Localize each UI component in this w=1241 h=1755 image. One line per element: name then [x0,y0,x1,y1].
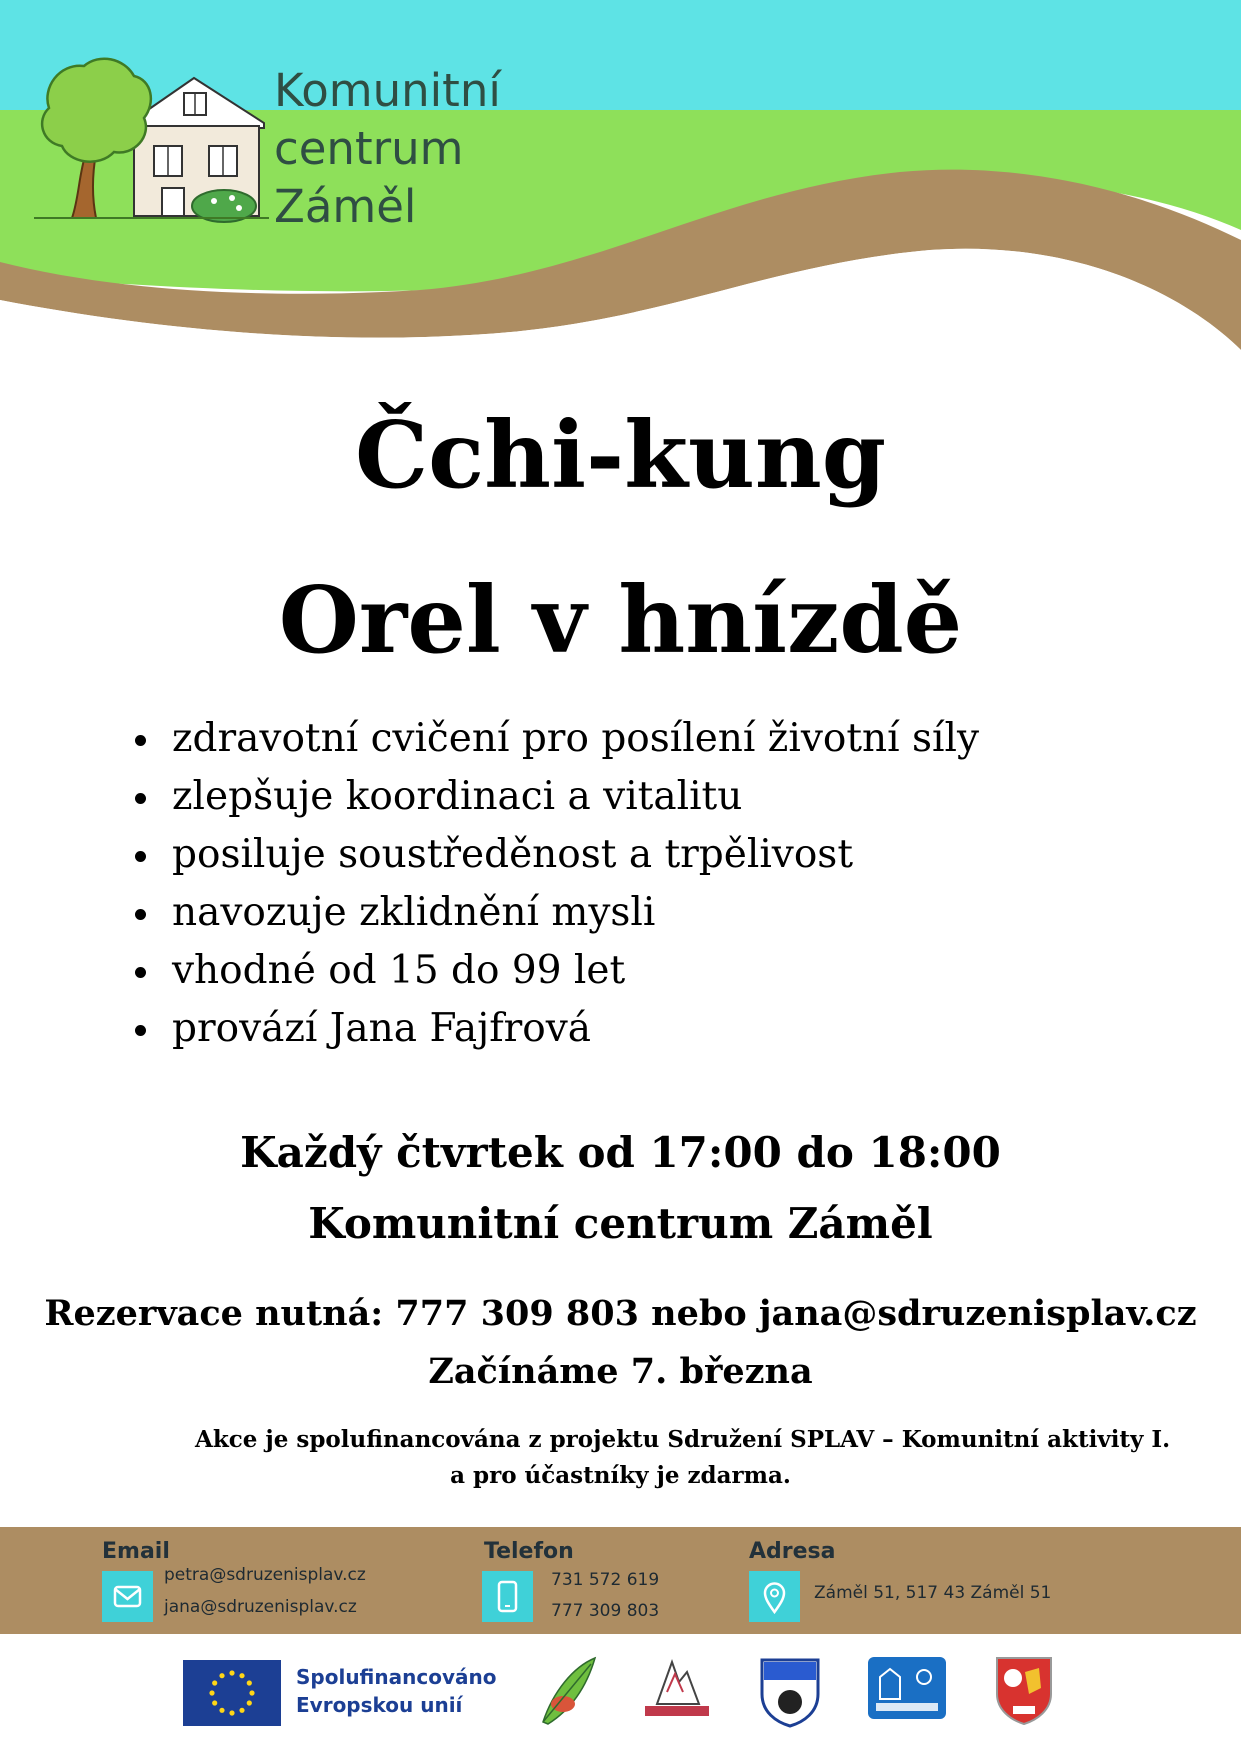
logo-line-1: Komunitní [274,64,501,117]
logo-line-2: centrum [274,122,464,175]
mail-icon [102,1571,153,1622]
feature-text: zlepšuje koordinaci a vitalitu [172,774,743,819]
house-tree-logo [34,48,274,223]
feature-text: zdravotní cvičení pro posílení životní síly [172,716,979,761]
email-value-2[interactable]: jana@sdruzenisplav.cz [164,1597,357,1617]
organization-logo-text [274,62,501,236]
bullet-icon [135,967,146,978]
location-pin-icon [749,1571,800,1622]
funding-note-line-2: a pro účastníky je zdarma. [450,1462,791,1489]
feature-text: provází Jana Fajfrová [172,1006,592,1051]
schedule-time: Každý čtvrtek od 17:00 do 18:00 [240,1128,1001,1177]
start-date: Začínáme 7. března [428,1351,813,1392]
list-item [130,1000,979,1058]
jednota-logo-icon [637,1652,717,1724]
feature-text: posiluje soustředěnost a trpělivost [172,832,853,877]
feature-list [130,710,979,1058]
sdruzeni-neratov-logo-icon [866,1655,948,1721]
eu-flag-icon [183,1660,281,1726]
coat-of-arms-stars-icon [758,1656,822,1728]
phone-value-2[interactable]: 777 309 803 [551,1601,660,1621]
bullet-icon [135,909,146,920]
bullet-icon [135,851,146,862]
list-item [130,942,979,1000]
phone-value-1[interactable]: 731 572 619 [551,1570,660,1590]
email-value-1[interactable]: petra@sdruzenisplav.cz [164,1565,366,1585]
list-item [130,710,979,768]
feature-text: navozuje zklidnění mysli [172,890,656,935]
list-item [130,884,979,942]
logo-line-3: Záměl [274,180,417,233]
phone-heading: Telefon [484,1539,574,1564]
event-title: Čchi-kung [354,401,887,509]
feature-text: vhodné od 15 do 99 let [172,948,626,993]
email-heading: Email [102,1539,170,1564]
funding-note-line-1: Akce je spolufinancována z projektu Sdružení SPLAV – Komunitní aktivity I. [195,1426,1171,1453]
eu-cofinanced-line-2: Evropskou unií [296,1693,463,1717]
phone-icon [482,1571,533,1622]
address-value: Záměl 51, 517 43 Záměl 51 [814,1583,1052,1603]
eu-cofinanced-line-1: Spolufinancováno [296,1665,497,1689]
list-item [130,768,979,826]
list-item [130,826,979,884]
reservation-info: Rezervace nutná: 777 309 803 nebo jana@sdruzenisplav.cz [44,1293,1197,1334]
bullet-icon [135,1025,146,1036]
bullet-icon [135,735,146,746]
coat-of-arms-lion-icon [993,1654,1055,1726]
event-subtitle: Orel v hnízdě [278,566,963,674]
address-heading: Adresa [749,1539,836,1564]
schedule-location: Komunitní centrum Záměl [308,1199,933,1248]
bullet-icon [135,793,146,804]
frog-leaf-logo-icon [533,1652,603,1728]
